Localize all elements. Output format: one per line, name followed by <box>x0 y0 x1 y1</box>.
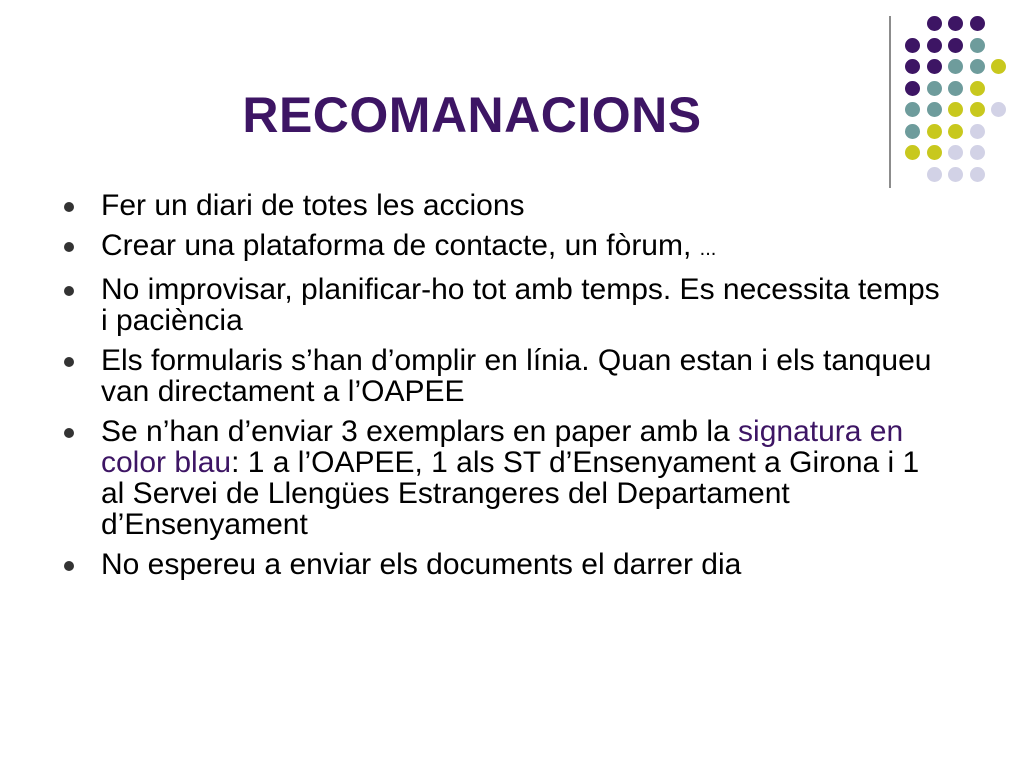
bullet-item <box>60 416 940 540</box>
bullet-text: Fer un diari de totes les accions <box>101 189 525 222</box>
bullet-icon <box>64 286 74 296</box>
decorative-dot <box>927 59 942 74</box>
bullet-icon <box>64 357 74 367</box>
bullet-text: No espereu a enviar els documents el darrer dia <box>101 548 742 581</box>
decorative-dot <box>948 81 963 96</box>
bullet-text: Se n’han d’enviar 3 exemplars en paper amb la <box>101 415 739 448</box>
decorative-dot <box>970 102 985 117</box>
decorative-dot <box>948 59 963 74</box>
slide-title: RECOMANACIONS <box>242 87 702 143</box>
bullet-ellipsis: ... <box>699 238 717 260</box>
decorative-dot <box>927 38 942 53</box>
bullet-icon <box>64 561 74 571</box>
bullet-icon <box>64 242 74 252</box>
decorative-dot <box>991 59 1006 74</box>
bullet-text: Els formularis s’han d’omplir en línia. Quan estan i els tanqueu van directament a l’OAPEE <box>101 344 932 408</box>
bullet-item <box>60 549 940 580</box>
decorative-dot <box>970 59 985 74</box>
bullet-text: No improvisar, planificar-ho tot amb temps. Es necessita temps i paciència <box>101 273 940 337</box>
decorative-dot <box>970 16 985 31</box>
decorative-dot <box>905 59 920 74</box>
decorative-dot <box>970 145 985 160</box>
decorative-dot <box>927 16 942 31</box>
decorative-dot <box>970 38 985 53</box>
decorative-dot <box>948 16 963 31</box>
bullet-item <box>60 230 940 265</box>
bullet-text-rest: : 1 a l’OAPEE, 1 als ST d’Ensenyament a Girona i 1 al Servei de Llengües Estrangeres del Departament d’Ensenyament <box>101 446 920 541</box>
decorative-dot <box>948 102 963 117</box>
bullet-list <box>60 190 940 589</box>
decorative-dot <box>970 124 985 139</box>
decorative-dot <box>948 124 963 139</box>
decorative-dot <box>905 145 920 160</box>
bullet-item <box>60 274 940 336</box>
highlighted-text: signatura en color blau <box>101 415 904 479</box>
bullet-text: Crear una plataforma de contacte, un fòrum, <box>101 229 700 262</box>
bullet-item <box>60 190 940 221</box>
decorative-dot <box>927 167 942 182</box>
decorative-dot <box>970 81 985 96</box>
bullet-icon <box>64 428 74 438</box>
decorative-dot <box>927 145 942 160</box>
bullet-item <box>60 345 940 407</box>
decorative-dot <box>948 167 963 182</box>
decorative-dot <box>991 102 1006 117</box>
decorative-dot <box>970 167 985 182</box>
decorative-dot <box>948 38 963 53</box>
bullet-icon <box>64 202 74 212</box>
decorative-dot <box>948 145 963 160</box>
decorative-dot <box>905 38 920 53</box>
